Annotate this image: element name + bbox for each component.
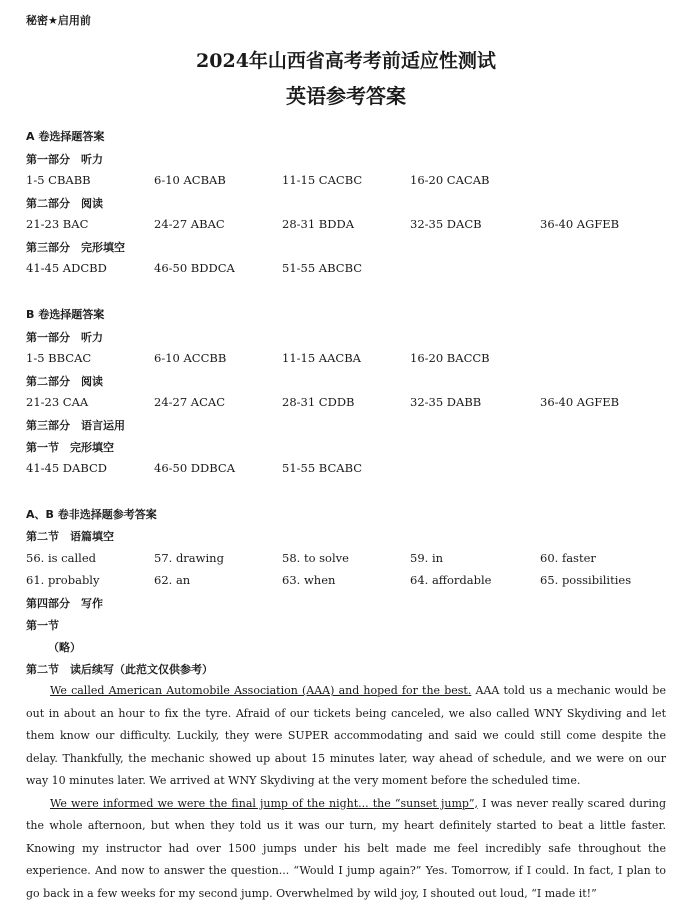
fill-answer: 65. possibilities	[540, 573, 631, 587]
answer-group: 1-5 BBCAC	[26, 351, 91, 365]
essay-given-sentence: We called American Automobile Association (AAA) and hoped for the best.	[50, 684, 471, 697]
answer-group: 11-15 CACBC	[282, 173, 362, 187]
essay-given-sentence: We were informed we were the final jump of the night... the “sunset jump”,	[50, 797, 478, 810]
exam-title: 2024年山西省高考考前适应性测试	[0, 46, 692, 73]
text-fill-heading: 第二节 语篇填空	[26, 528, 114, 544]
answer-group: 51-55 ABCBC	[282, 261, 362, 275]
section-a-cloze-heading: 第三部分 完形填空	[26, 239, 125, 255]
confidential-label: 秘密★启用前	[26, 12, 91, 28]
answer-group: 36-40 AGFEB	[540, 217, 619, 231]
answer-group: 21-23 CAA	[26, 395, 88, 409]
section-a-heading: A 卷选择题答案	[26, 128, 104, 144]
fill-answer: 58. to solve	[282, 551, 349, 565]
section-b-language-heading: 第三部分 语言运用	[26, 417, 125, 433]
essay-text: AAA told us a mechanic would be out in about an hour to fix the tyre. Afraid of our tickets being canceled, we also called WNY Skydiving and let them know our difficulty. Luckily, they were SUPER accommodating and said we could still come despite the delay. Thankfully, the mechanic showed up about 15 minutes later, way ahead of schedule, and we were on our way 10 minutes later. We arrived at WNY Skydiving at the very moment before the scheduled time.	[26, 684, 666, 787]
answer-key-title: 英语参考答案	[0, 80, 692, 109]
answer-group: 32-35 DACB	[410, 217, 482, 231]
section-b-listening-heading: 第一部分 听力	[26, 329, 103, 345]
answer-group: 32-35 DABB	[410, 395, 481, 409]
writing-heading: 第四部分 写作	[26, 595, 103, 611]
answer-group: 21-23 BAC	[26, 217, 88, 231]
answer-group: 41-45 DABCD	[26, 461, 107, 475]
section-a-reading-heading: 第二部分 阅读	[26, 195, 103, 211]
fill-answer: 63. when	[282, 573, 335, 587]
answer-group: 36-40 AGFEB	[540, 395, 619, 409]
section-b-reading-heading: 第二部分 阅读	[26, 373, 103, 389]
fill-answer: 61. probably	[26, 573, 99, 587]
non-choice-heading: A、B 卷非选择题参考答案	[26, 506, 157, 522]
answer-group: 6-10 ACBAB	[154, 173, 226, 187]
answer-group: 16-20 BACCB	[410, 351, 490, 365]
answer-group: 1-5 CBABB	[26, 173, 91, 187]
fill-answer: 56. is called	[26, 551, 96, 565]
fill-answer: 62. an	[154, 573, 190, 587]
essay-paragraph	[26, 793, 666, 905]
fill-answer: 64. affordable	[410, 573, 491, 587]
section-b-heading: B 卷选择题答案	[26, 306, 104, 322]
section-a-listening-heading: 第一部分 听力	[26, 151, 103, 167]
answer-group: 28-31 BDDA	[282, 217, 354, 231]
writing-section1-heading: 第一节	[26, 617, 59, 633]
answer-group: 41-45 ADCBD	[26, 261, 107, 275]
answer-group: 46-50 DDBCA	[154, 461, 235, 475]
essay-text: I was never really scared during the whole afternoon, but when they told us it was our turn, my heart definitely started to beat a little faster. Knowing my instructor had over 1500 jumps under his belt made me feel incredibly safe throughout the experience. And now to answer the question... “Would I jump again?” Yes. Tomorrow, if I could. In fact, I plan to go back in a few weeks for my second jump. Overwhelmed by wild joy, I shouted out loud, “I made it!”	[26, 797, 666, 900]
writing-section2-heading: 第二节 读后续写（此范文仅供参考）	[26, 661, 213, 677]
answer-group: 6-10 ACCBB	[154, 351, 226, 365]
essay-paragraph	[26, 680, 666, 793]
answer-group: 24-27 ACAC	[154, 395, 225, 409]
sample-essay	[26, 680, 666, 905]
omitted-note: （略）	[48, 639, 81, 655]
answer-group: 11-15 AACBA	[282, 351, 361, 365]
fill-answer: 59. in	[410, 551, 443, 565]
answer-group: 28-31 CDDB	[282, 395, 355, 409]
fill-answer: 60. faster	[540, 551, 596, 565]
section-b-cloze-heading: 第一节 完形填空	[26, 439, 114, 455]
fill-answer: 57. drawing	[154, 551, 224, 565]
answer-group: 16-20 CACAB	[410, 173, 489, 187]
answer-group: 51-55 BCABC	[282, 461, 362, 475]
answer-group: 46-50 BDDCA	[154, 261, 235, 275]
answer-group: 24-27 ABAC	[154, 217, 225, 231]
